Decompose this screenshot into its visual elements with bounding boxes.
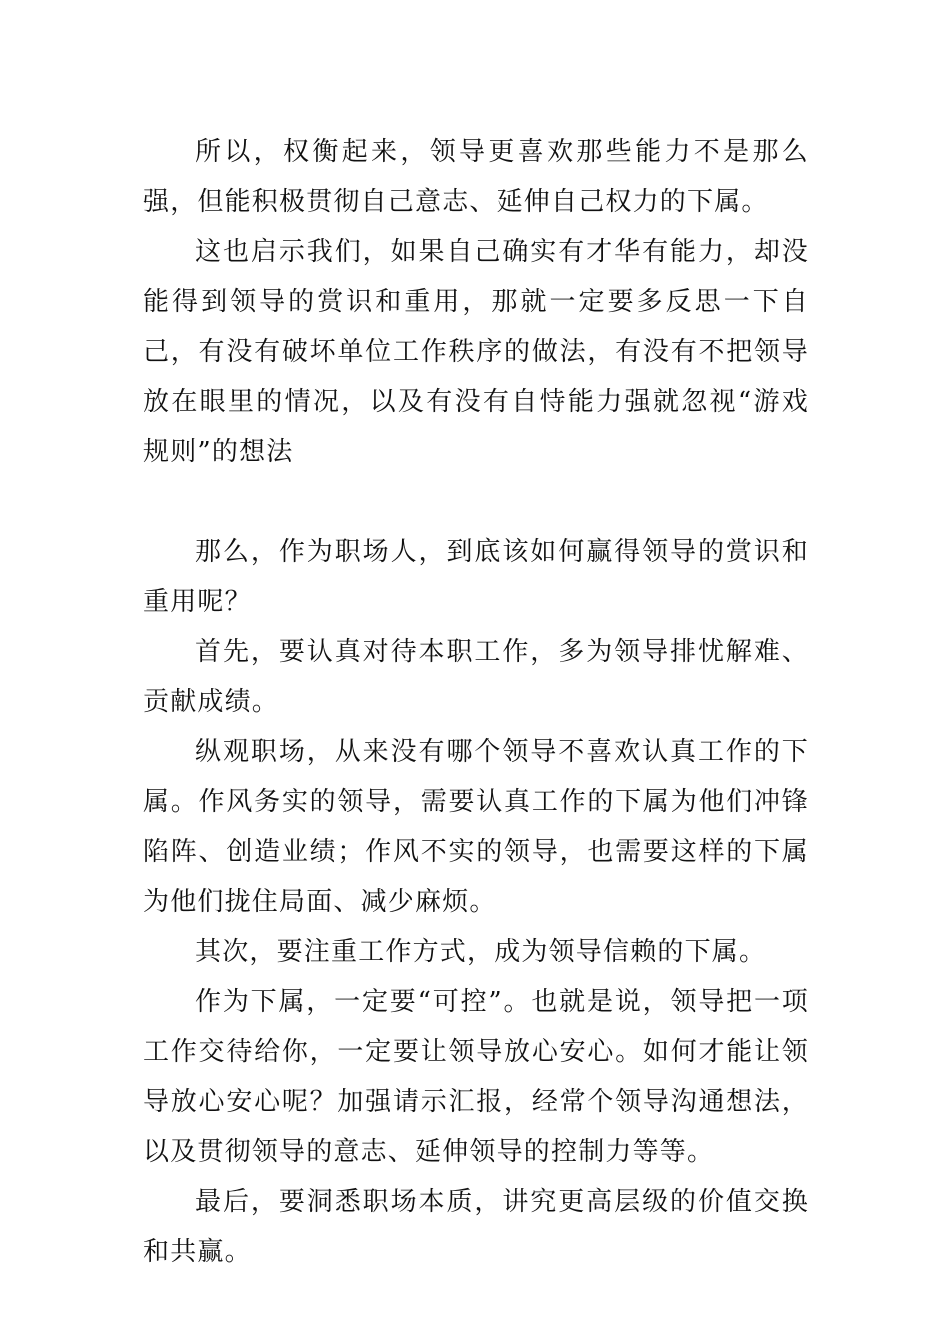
paragraph: 所以，权衡起来，领导更喜欢那些能力不是那么强，但能积极贯彻自己意志、延伸自己权力的下属。 xyxy=(143,137,809,217)
paragraph: 其次，要注重工作方式，成为领导信赖的下属。 xyxy=(195,937,767,967)
document-body xyxy=(143,127,809,1277)
paragraph: 那么，作为职场人，到底该如何赢得领导的赏识和重用呢？ xyxy=(143,537,809,617)
paragraph: 首先，要认真对待本职工作，多为领导排忧解难、贡献成绩。 xyxy=(143,637,809,717)
paragraph: 作为下属，一定要“可控”。也就是说，领导把一项工作交待给你，一定要让领导放心安心。如何才能让领导放心安心呢？加强请示汇报，经常个领导沟通想法，以及贯彻领导的意志、延伸领导的控制力等等。 xyxy=(143,987,809,1167)
paragraph: 最后，要洞悉职场本质，讲究更高层级的价值交换和共赢。 xyxy=(143,1187,809,1267)
paragraph: 纵观职场，从来没有哪个领导不喜欢认真工作的下属。作风务实的领导，需要认真工作的下属为他们冲锋陷阵、创造业绩；作风不实的领导，也需要这样的下属为他们拢住局面、减少麻烦。 xyxy=(143,737,809,917)
paragraph: 这也启示我们，如果自己确实有才华有能力，却没能得到领导的赏识和重用，那就一定要多反思一下自己，有没有破坏单位工作秩序的做法，有没有不把领导放在眼里的情况，以及有没有自恃能力强就忽视“游戏规则”的想法 xyxy=(143,237,809,467)
